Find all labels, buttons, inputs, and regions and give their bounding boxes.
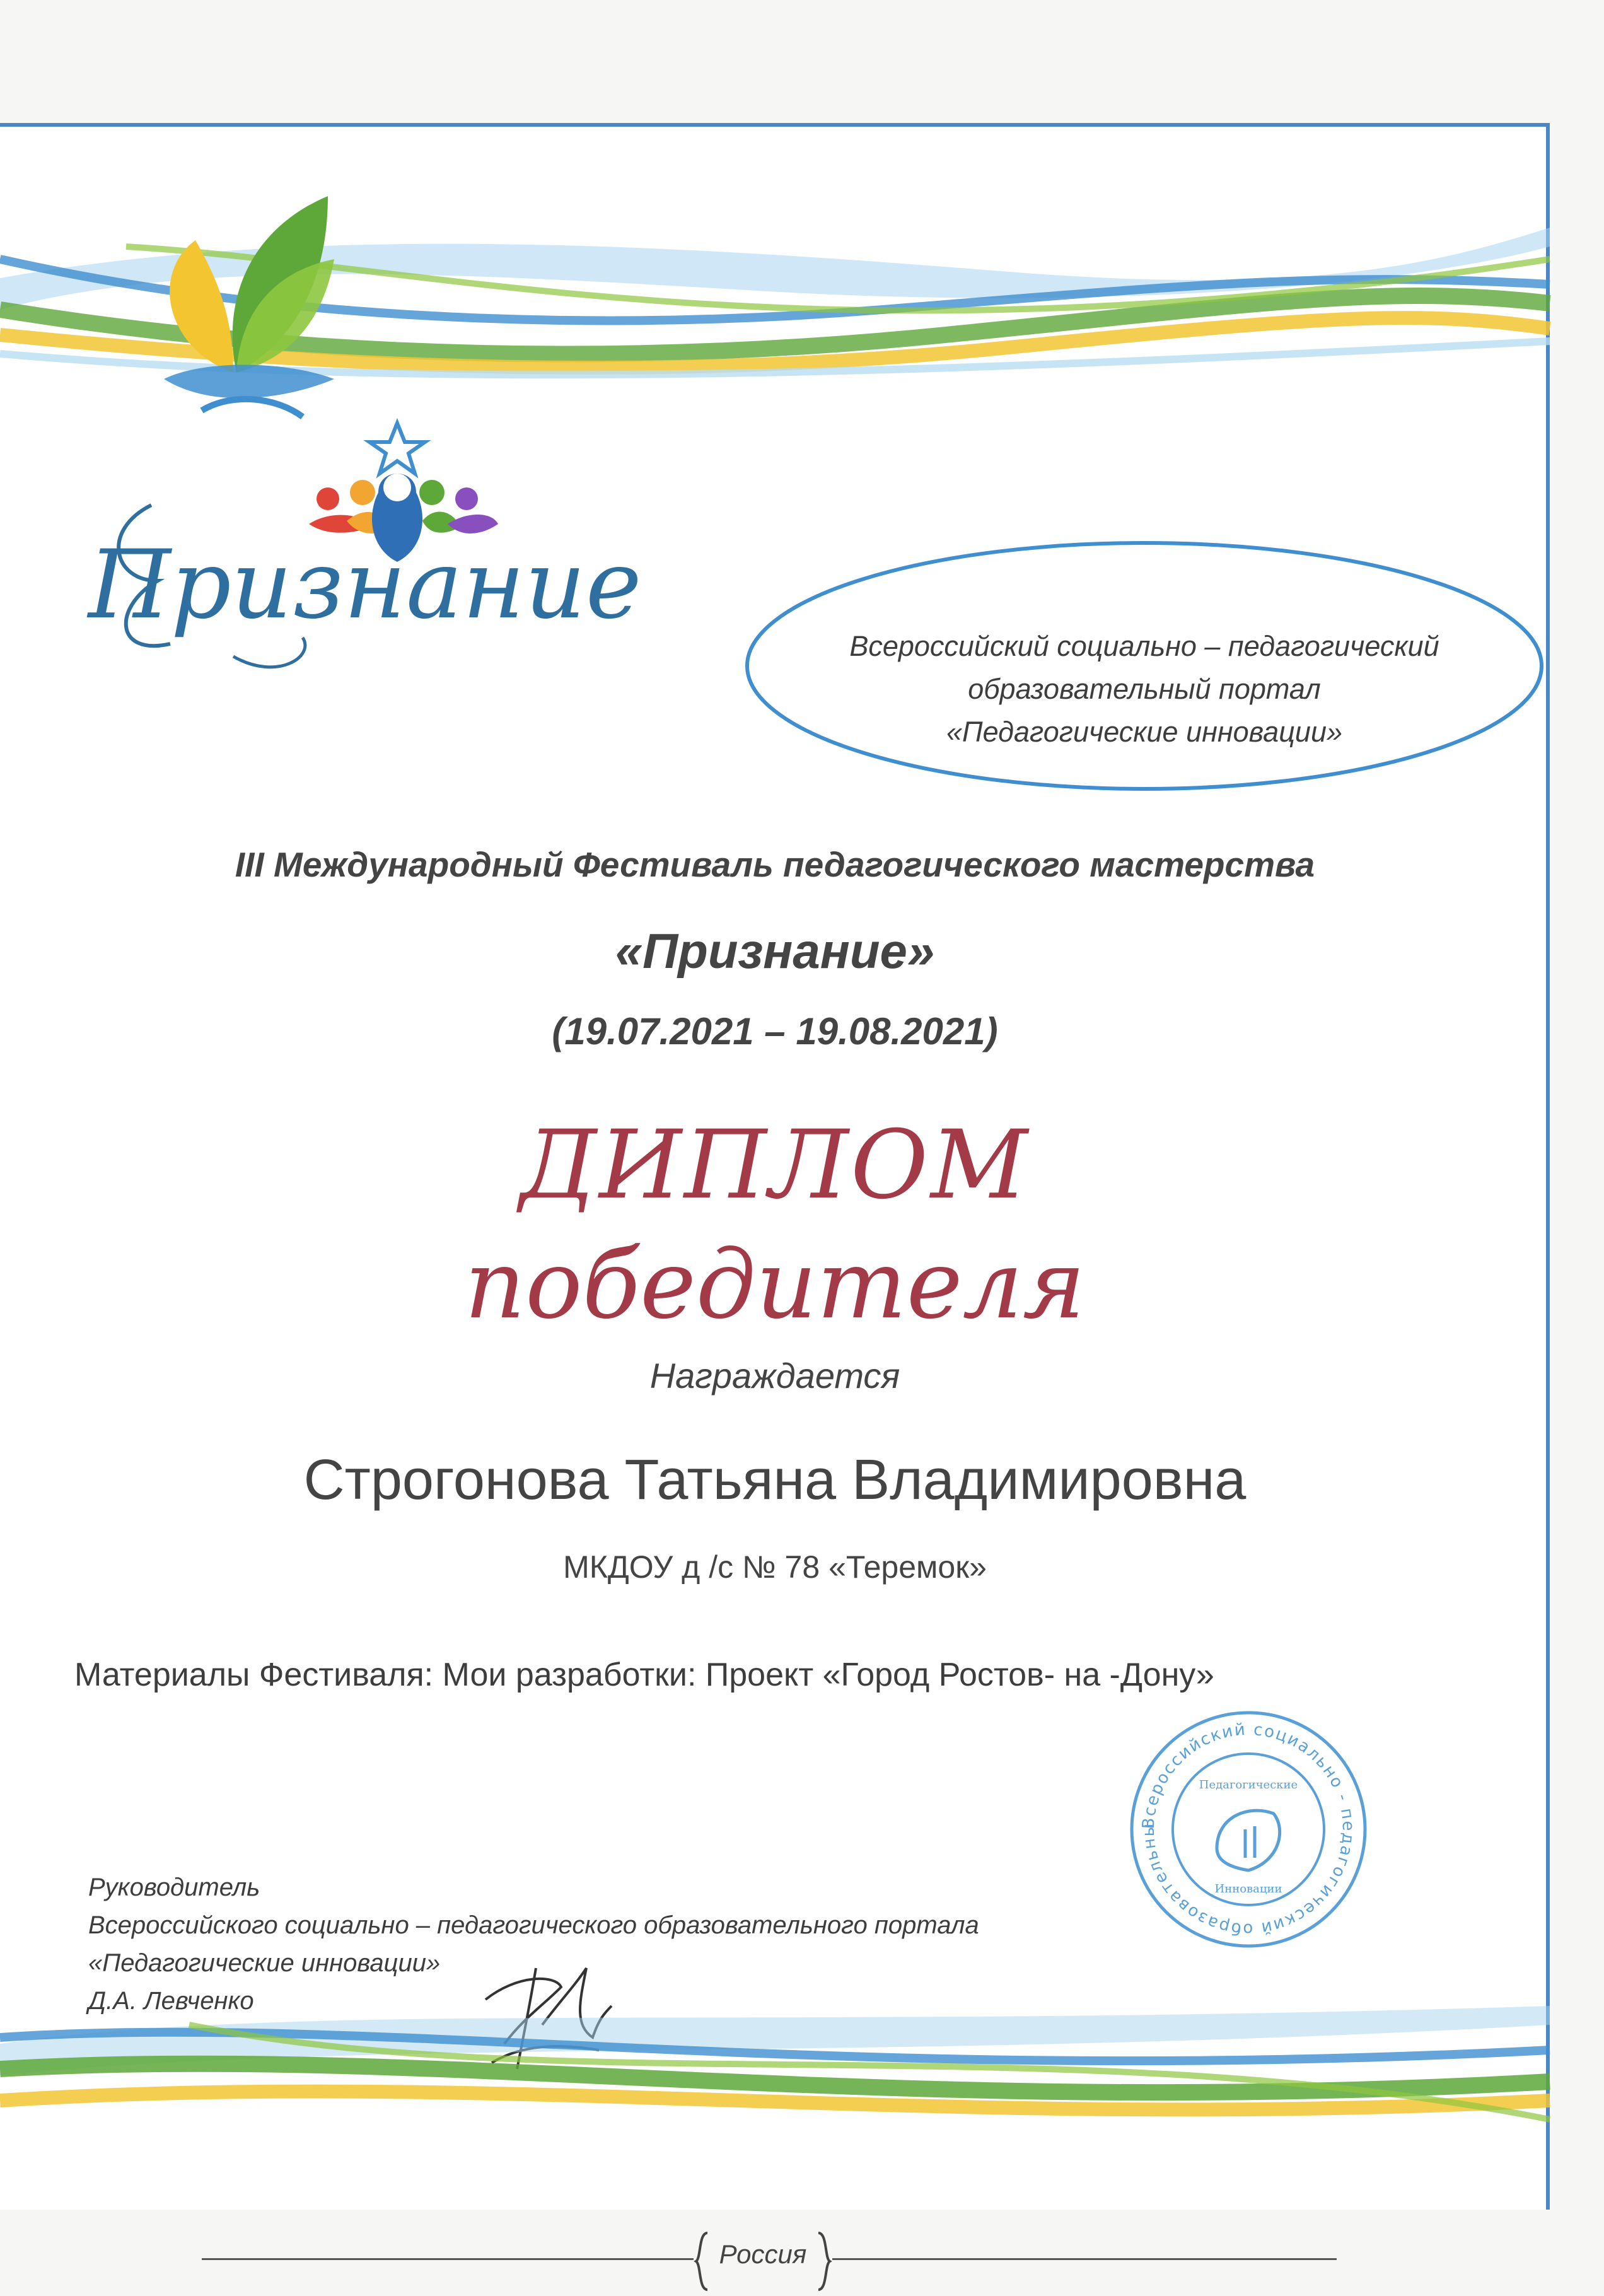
logo-flourish	[76, 492, 454, 682]
stamp-inner-bottom: Инновации	[1214, 1882, 1282, 1896]
certificate-sheet	[0, 123, 1550, 2269]
diploma-subtitle: победителя	[464, 1230, 1086, 1340]
festival-dates: (19.07.2021 – 19.08.2021)	[552, 1010, 998, 1052]
portal-name-line: Всероссийский социально – педагогический	[849, 630, 1439, 662]
butterfly-leaf-emblem	[126, 171, 366, 448]
portal-name-line: «Педагогические инновации»	[946, 716, 1343, 748]
signature-line: «Педагогические инновации»	[88, 1949, 441, 1977]
festival-title: III Международный Фестиваль педагогического мастерства	[235, 845, 1315, 884]
footer-rule-left	[202, 2258, 694, 2260]
portal-name-line: образовательный портал	[968, 673, 1321, 705]
bottom-wave-decoration	[0, 1974, 1550, 2151]
signature-line: Д.А. Левченко	[88, 1987, 254, 2015]
festival-name: «Признание»	[615, 923, 935, 979]
signature-line: Всероссийского социально – педагогического образовательного портала	[88, 1911, 979, 1939]
logo-script-text: Признание	[88, 530, 642, 640]
footer-country: Россия	[719, 2239, 807, 2269]
diploma-title: ДИПЛОМ	[520, 1110, 1030, 1220]
stamp-ring-text: Всероссийский социально - педагогический образовательный портал	[1116, 1689, 1358, 1939]
signature-line: Руководитель	[88, 1874, 260, 1901]
portal-name	[782, 625, 1507, 754]
priznanie-logo	[76, 417, 642, 682]
recipient-organization: МКДОУ д /с № 78 «Теремок»	[563, 1549, 987, 1585]
festival-materials: Материалы Фестиваля: Мои разработки: Проект «Город Ростов- на -Дону»	[74, 1657, 1214, 1693]
stamp-inner-top: Педагогические	[1199, 1778, 1298, 1792]
footer-rule-right	[832, 2258, 1337, 2260]
awarded-label: Награждается	[649, 1356, 900, 1396]
official-stamp	[1116, 1689, 1374, 1955]
recipient-name: Строгонова Татьяна Владимировна	[303, 1448, 1247, 1512]
